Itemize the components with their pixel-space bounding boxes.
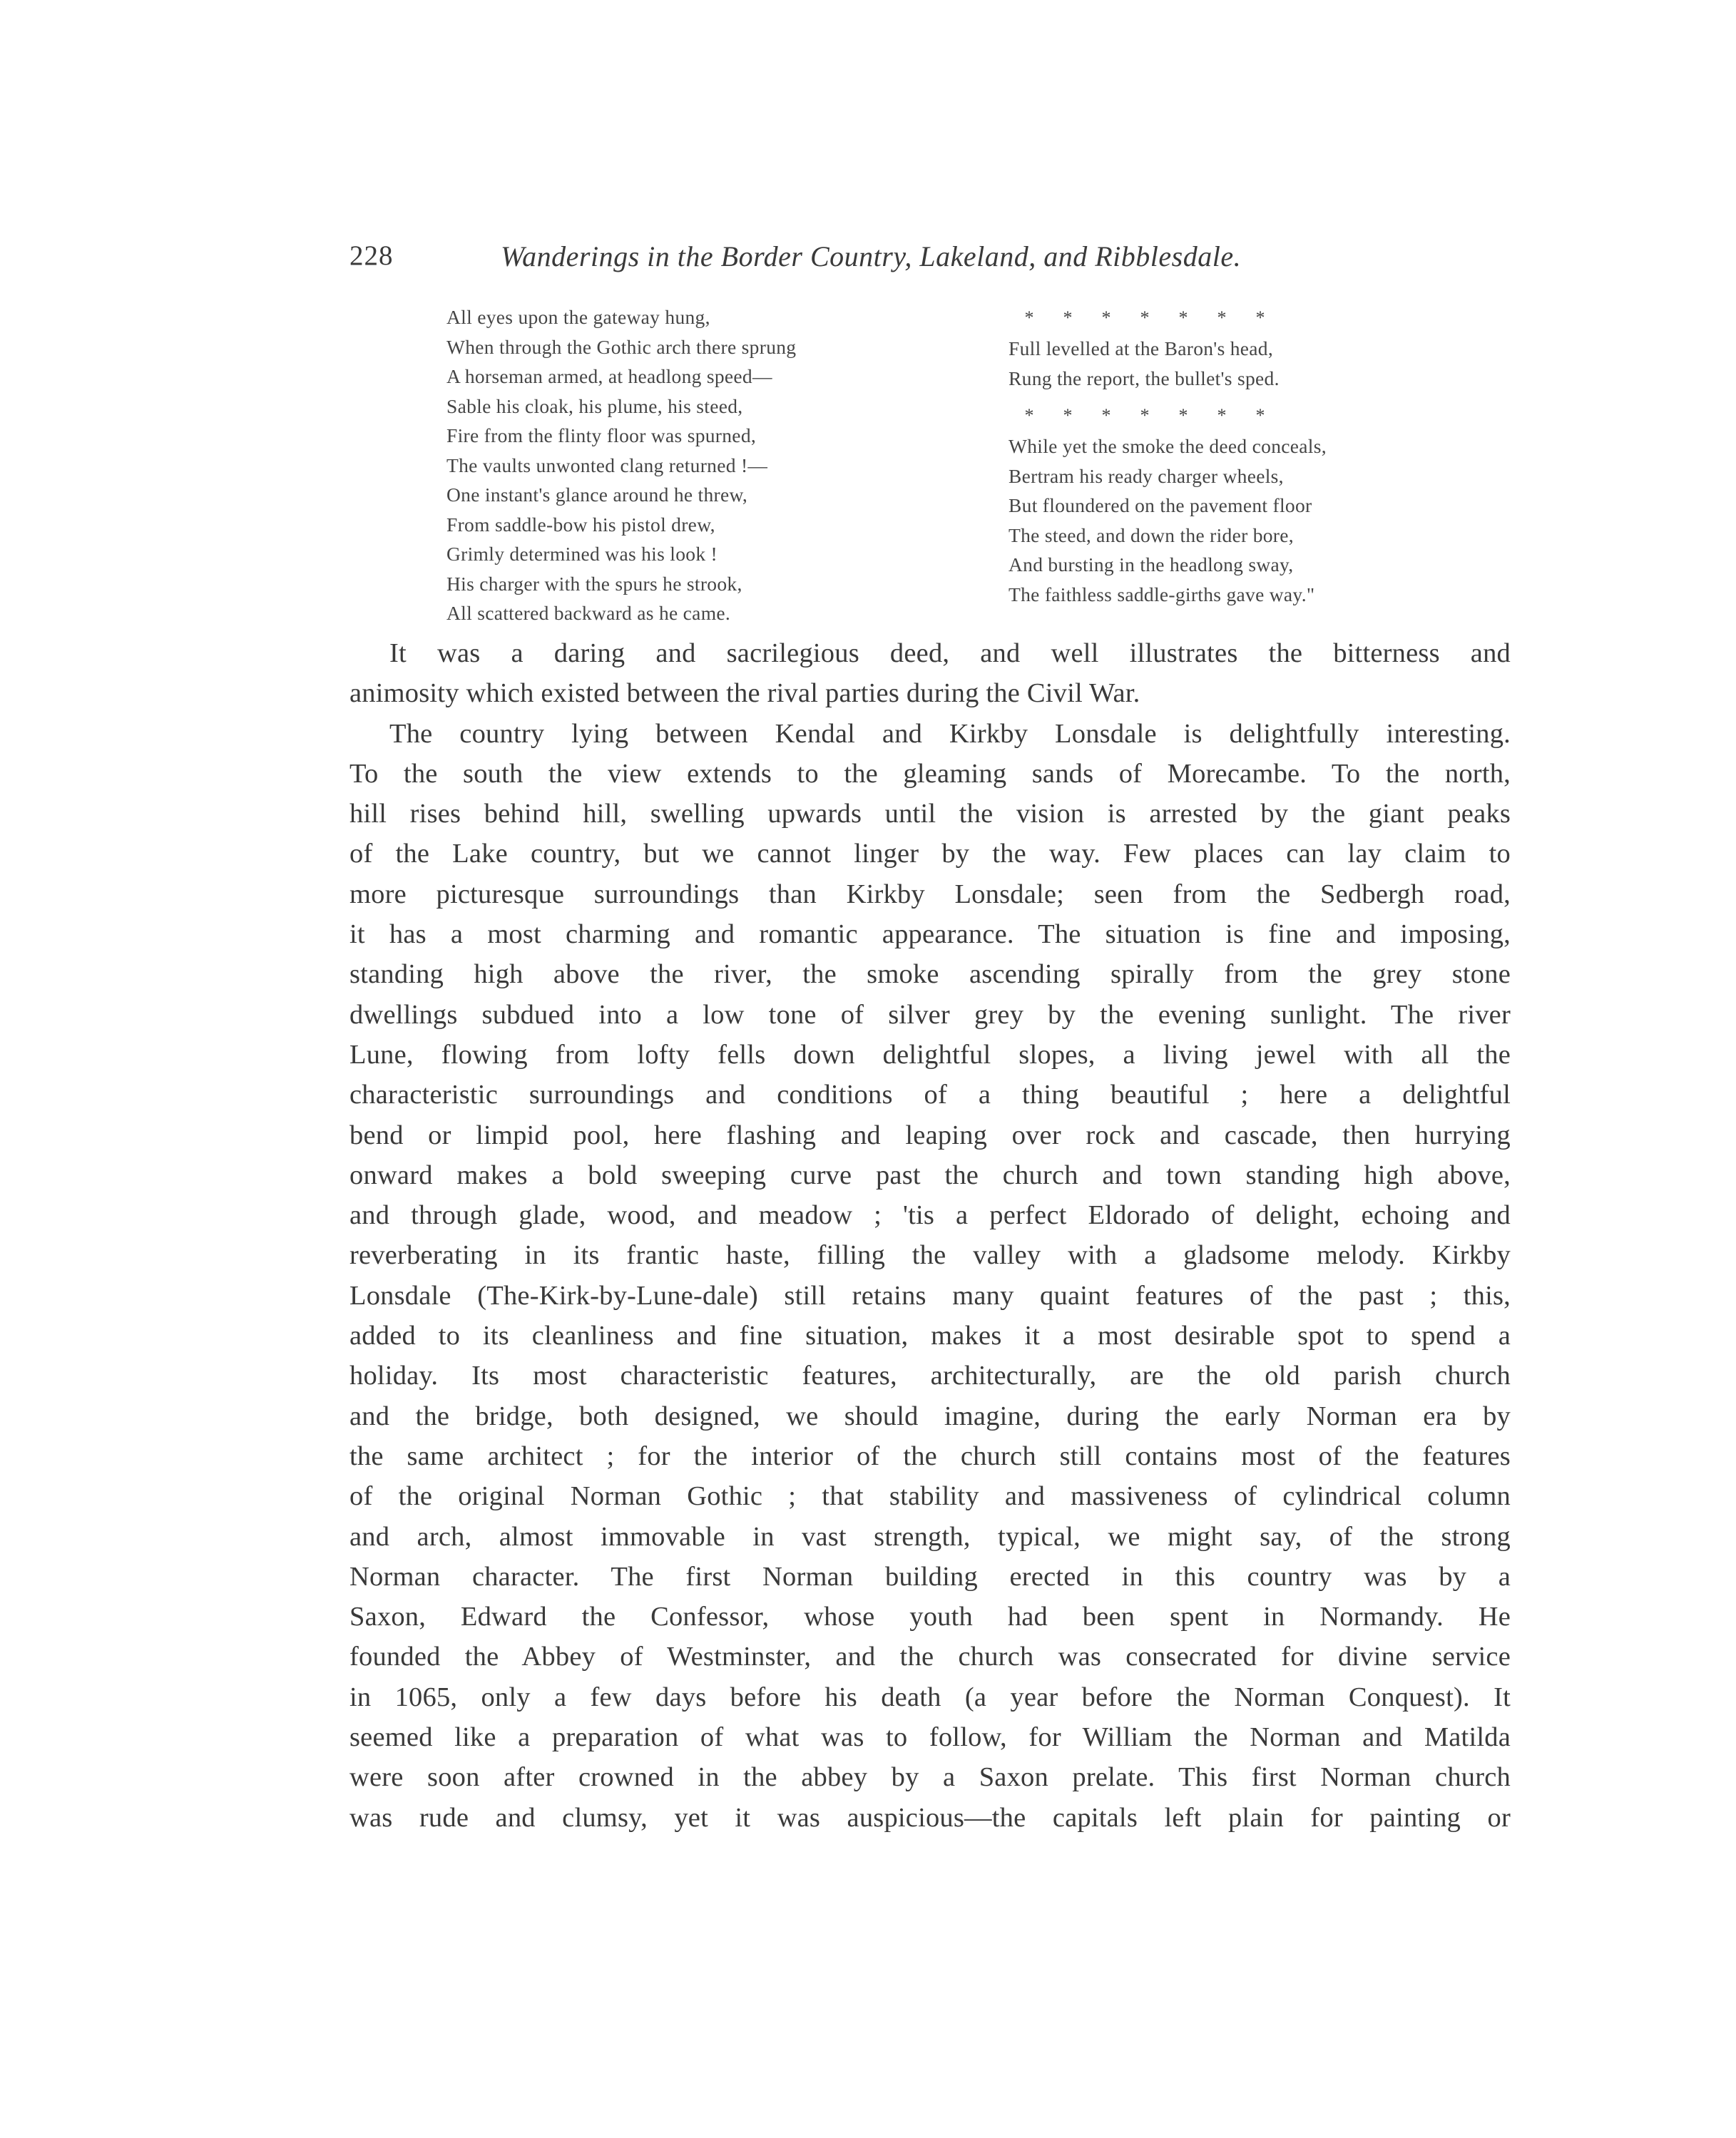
text-line: Lonsdale (The-Kirk-by-Lune-dale) still retains many quaint features of the past ; this,: [349, 1280, 1511, 1311]
poem-stanza: [1009, 431, 1327, 609]
text-line: added to its cleanliness and fine situation, makes it a most desirable spot to spend a: [349, 1321, 1511, 1351]
poem-line: The steed, and down the rider bore,: [1009, 523, 1294, 546]
text-line: hill rises behind hill, swelling upwards until the vision is arrested by the giant peaks: [349, 799, 1511, 829]
asterisk: *: [1255, 405, 1265, 426]
asterisk: *: [1217, 307, 1227, 328]
text-line: founded the Abbey of Westminster, and the church was consecrated for divine service: [349, 1642, 1511, 1672]
poem-line: But floundered on the pavement floor: [1009, 494, 1312, 516]
poem-line: Bertram his ready charger wheels,: [1009, 464, 1284, 487]
asterisk: *: [1024, 405, 1034, 426]
poem-right-column: [1009, 302, 1327, 609]
text-line: characteristic surroundings and conditions of a thing beautiful ; here a delightful: [349, 1080, 1511, 1110]
text-line: Norman character. The first Norman building erected in this country was by a: [349, 1561, 1511, 1592]
text-line: standing high above the river, the smoke ascending spirally from the grey stone: [349, 959, 1511, 990]
body-text: [349, 633, 1511, 1838]
asterisk: *: [1178, 307, 1188, 328]
asterisk: *: [1140, 405, 1150, 426]
text-line: in 1065, only a few days before his death (a year before the Norman Conquest). It: [349, 1682, 1511, 1712]
paragraph: [349, 714, 1511, 1838]
page-number: 228: [349, 240, 394, 271]
asterisk: *: [1140, 307, 1150, 328]
poem-line: One instant's glance around he threw,: [446, 484, 748, 506]
poem-stanza: [1009, 334, 1327, 393]
text-line: the same architect ; for the interior of the church still contains most of the features: [349, 1441, 1511, 1471]
running-title: Wanderings in the Border Country, Lakeland, and Ribblesdale.: [501, 240, 1242, 272]
page-header: [349, 240, 1369, 282]
text-line: bend or limpid pool, here flashing and leaping over rock and cascade, then hurrying: [349, 1120, 1511, 1150]
asterisk: *: [1101, 307, 1111, 328]
poem-line: All eyes upon the gateway hung,: [446, 306, 710, 328]
poem-line: A horseman armed, at headlong speed—: [446, 365, 772, 387]
text-line: of the Lake country, but we cannot linger by the way. Few places can lay claim to: [349, 839, 1511, 869]
asterisk-divider: [1010, 302, 1327, 329]
asterisk: *: [1101, 405, 1111, 426]
poem-line: From saddle-bow his pistol drew,: [446, 513, 715, 536]
poem-left-column: [446, 302, 796, 628]
text-line: holiday. Its most characteristic features, architecturally, are the old parish church: [349, 1361, 1511, 1391]
asterisk-divider: [1010, 400, 1327, 427]
text-line: It was a daring and sacrilegious deed, and well illustrates the bitterness and: [389, 638, 1511, 668]
text-line: and the bridge, both designed, we should imagine, during the early Norman era by: [349, 1401, 1511, 1431]
asterisk: *: [1217, 405, 1227, 426]
text-line: were soon after crowned in the abbey by a Saxon prelate. This first Norman church: [349, 1762, 1511, 1793]
asterisk: *: [1024, 307, 1034, 328]
text-line: animosity which existed between the rival parties during the Civil War.: [349, 678, 1140, 709]
poem-line: Grimly determined was his look !: [446, 543, 718, 565]
asterisk: *: [1063, 307, 1073, 328]
text-line: onward makes a bold sweeping curve past the church and town standing high above,: [349, 1160, 1511, 1190]
text-line: seemed like a preparation of what was to follow, for William the Norman and Matilda: [349, 1722, 1511, 1753]
poem-line: The faithless saddle-girths gave way.": [1009, 583, 1315, 605]
text-line: Lune, flowing from lofty fells down delightful slopes, a living jewel with all the: [349, 1039, 1511, 1070]
text-line: was rude and clumsy, yet it was auspicious—the capitals left plain for painting or: [349, 1802, 1511, 1833]
text-line: Saxon, Edward the Confessor, whose youth had been spent in Normandy. He: [349, 1602, 1511, 1632]
poem-line: While yet the smoke the deed conceals,: [1009, 435, 1327, 457]
asterisk: *: [1255, 307, 1265, 328]
text-line: reverberating in its frantic haste, filling the valley with a gladsome melody. Kirkby: [349, 1240, 1511, 1271]
poem-line: Fire from the flinty floor was spurned,: [446, 424, 757, 446]
text-line: and through glade, wood, and meadow ; 'tis a perfect Eldorado of delight, echoing and: [349, 1200, 1511, 1231]
poem-line: And bursting in the headlong sway,: [1009, 553, 1294, 576]
poem-line: Rung the report, the bullet's sped.: [1009, 367, 1280, 389]
poem-line: When through the Gothic arch there sprung: [446, 335, 797, 358]
text-line: The country lying between Kendal and Kirkby Lonsdale is delightfully interesting.: [389, 718, 1511, 749]
poem-line: Sable his cloak, his plume, his steed,: [446, 394, 743, 417]
poem-line: Full levelled at the Baron's head,: [1009, 337, 1274, 359]
poem-line: His charger with the spurs he strook,: [446, 572, 742, 595]
text-line: of the original Norman Gothic ; that stability and massiveness of cylindrical column: [349, 1481, 1511, 1512]
asterisk: *: [1063, 405, 1073, 426]
paragraph: [349, 633, 1511, 714]
text-line: more picturesque surroundings than Kirkby Lonsdale; seen from the Sedbergh road,: [349, 879, 1511, 909]
poem-line: The vaults unwonted clang returned !—: [446, 454, 768, 476]
text-line: it has a most charming and romantic appearance. The situation is fine and imposing,: [349, 919, 1511, 950]
text-line: dwellings subdued into a low tone of silver grey by the evening sunlight. The river: [349, 999, 1511, 1030]
asterisk: *: [1178, 405, 1188, 426]
poem-line: All scattered backward as he came.: [446, 602, 731, 624]
text-line: To the south the view extends to the gleaming sands of Morecambe. To the north,: [349, 758, 1511, 789]
text-line: and arch, almost immovable in vast strength, typical, we might say, of the strong: [349, 1521, 1511, 1552]
